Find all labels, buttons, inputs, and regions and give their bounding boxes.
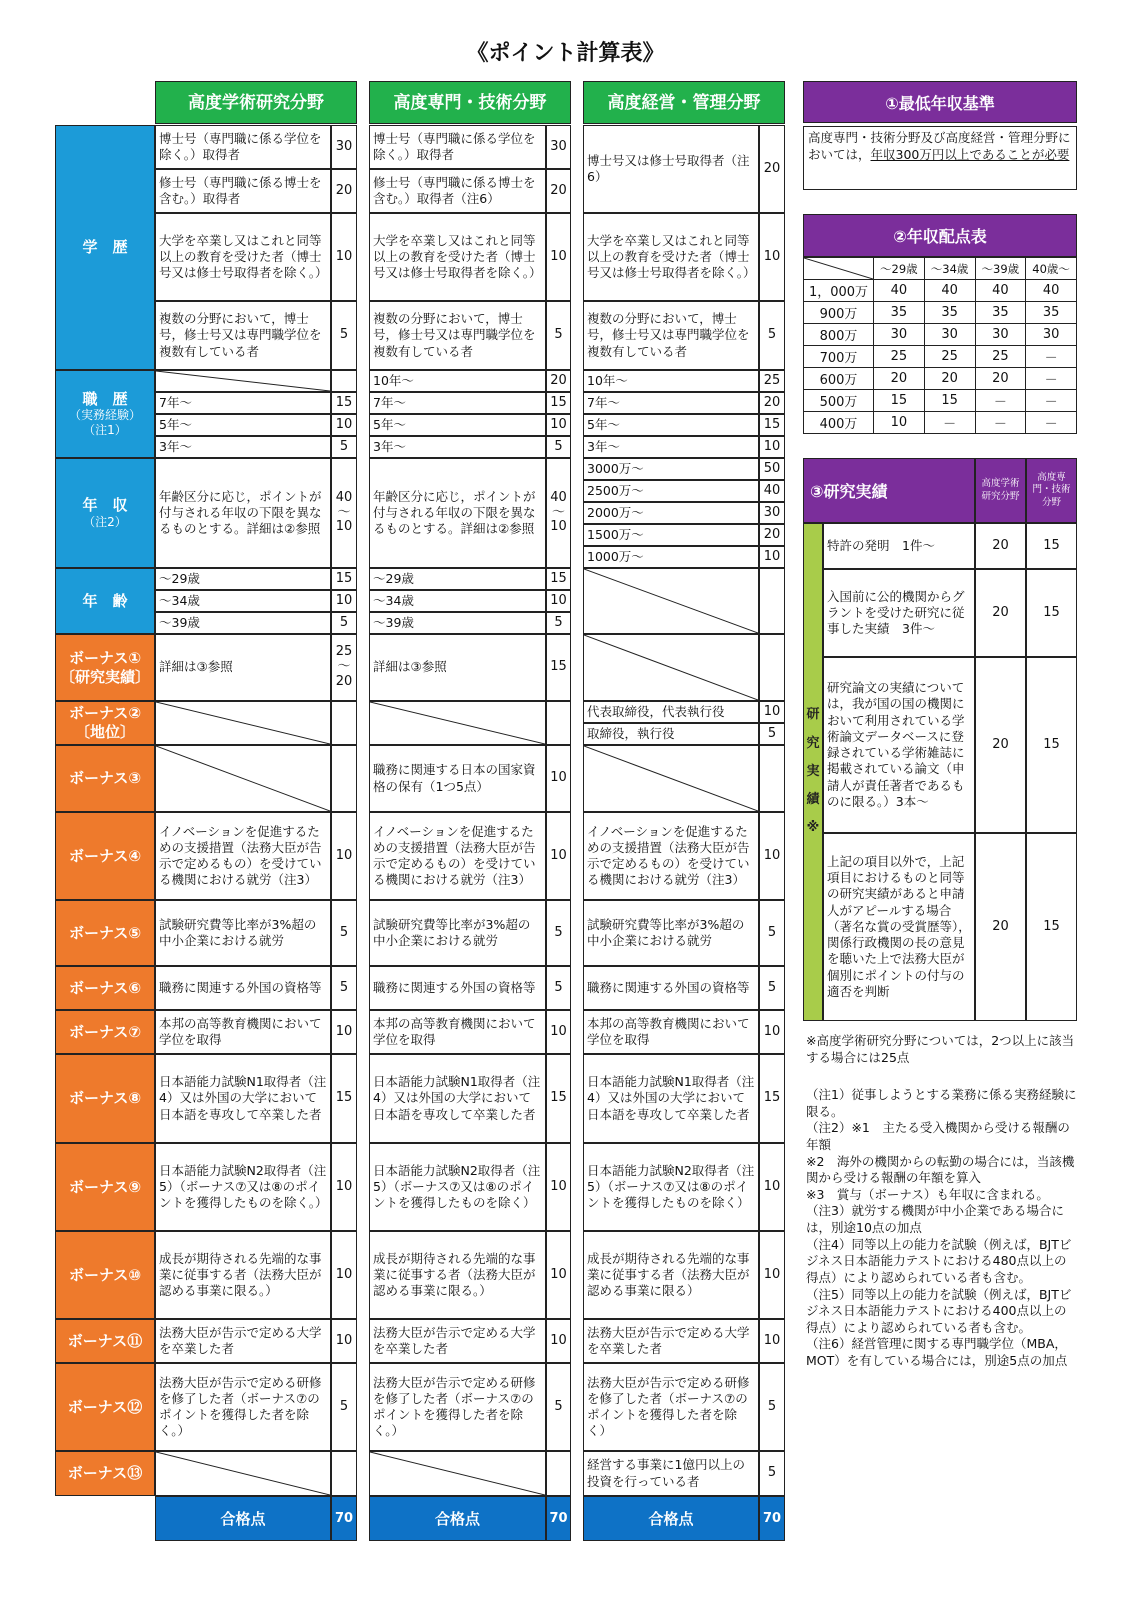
research-item-academic: 20 — [975, 569, 1026, 657]
c-car1-points: 20 — [759, 392, 785, 414]
salary-points: 35 — [975, 302, 1026, 324]
pass-label-1: 合格点 — [155, 1496, 331, 1541]
category-age — [55, 568, 155, 634]
field-header-3: 高度経営・管理分野 — [583, 81, 785, 124]
c-edu4-points: 5 — [759, 301, 785, 370]
research-item-text: 上記の項目以外で，上記項目におけるものと同等の研究実績があると申請人がアピールする場合（著名な賞の受賞歴等），関係行政機関の長の意見を聴いた上で法務大臣が個別にポイントの付与の適否を判断 — [823, 833, 975, 1021]
category-education — [55, 125, 155, 370]
c-sal5-points: 10 — [759, 546, 785, 568]
b-b4-points: 10 — [546, 812, 571, 900]
c-sal3-points: 30 — [759, 502, 785, 524]
diagonal-line — [156, 1452, 330, 1495]
c-car3-points: 10 — [759, 436, 785, 458]
category-career-label-1: 職 歴 — [82, 389, 128, 408]
c-b13-text: 経営する事業に1億円以上の投資を行っている者 — [583, 1451, 759, 1496]
b-edu1-text: 博士号（専門職に係る学位を除く。）取得者 — [369, 125, 546, 169]
category-bonus-4 — [55, 812, 155, 900]
c-sal1-text: 3000万～ — [583, 458, 759, 480]
a-age3-text: ～39歳 — [155, 612, 331, 634]
salary-points: － — [975, 390, 1026, 412]
a-b5-points: 5 — [331, 900, 357, 966]
salary-points: 25 — [874, 346, 925, 368]
salary-points: － — [1026, 346, 1077, 368]
b-edu3-points: 10 — [546, 213, 571, 301]
research-header: ③研究実績 — [803, 458, 975, 523]
diagonal-line — [370, 1452, 545, 1495]
a-b12-text: 法務大臣が告示で定める研修を修了した者（ボーナス⑦のポイントを獲得した者を除く。） — [155, 1363, 331, 1451]
a-b1-text: 詳細は③参照 — [155, 634, 331, 701]
research-item-academic: 20 — [975, 523, 1026, 569]
b-sal-points-part-2: ～ — [551, 504, 565, 520]
b-edu4-text: 複数の分野において，博士号，修士号又は専門職学位を複数有している者 — [369, 301, 546, 370]
category-career-label-3: （注1） — [83, 423, 127, 438]
category-salary-label-2: （注2） — [83, 514, 127, 529]
salary-points: 20 — [874, 368, 925, 390]
b-b13-points — [546, 1451, 571, 1496]
salary-amount: 900万 — [804, 302, 874, 324]
a-age2-points: 10 — [331, 590, 357, 612]
c-car3-text: 3年～ — [583, 436, 759, 458]
salary-points: 30 — [1026, 324, 1077, 346]
pass-label-3: 合格点 — [583, 1496, 759, 1541]
diagonal-line — [584, 569, 758, 633]
research-item-professional: 15 — [1026, 657, 1077, 833]
b-b3-text: 職務に関連する日本の国家資格の保有（1つ5点） — [369, 745, 546, 812]
a-b9-points: 10 — [331, 1143, 357, 1231]
c-b12-text: 法務大臣が告示で定める研修を修了した者（ボーナス⑦のポイントを獲得した者を除く） — [583, 1363, 759, 1451]
salary-row — [804, 280, 1077, 302]
field-header-2: 高度専門・技術分野 — [369, 81, 571, 124]
salary-points: － — [975, 412, 1026, 434]
b-car3-text: 3年～ — [369, 436, 546, 458]
research-item-text: 研究論文の実績については，我が国の国の機関において利用されている学術論文データベースに登録されている学術雑誌に掲載されている論文（申請人が責任著者であるものに限る。）3本～ — [823, 657, 975, 833]
salary-points: 10 — [874, 412, 925, 434]
b-b5-points: 5 — [546, 900, 571, 966]
c-car1-text: 7年～ — [583, 392, 759, 414]
salary-points: 40 — [1026, 280, 1077, 302]
salary-points: 30 — [975, 324, 1026, 346]
b-edu3-text: 大学を卒業し又はこれと同等以上の教育を受けた者（博士号又は修士号取得者を除く。） — [369, 213, 546, 301]
b-edu2-points: 20 — [546, 169, 571, 213]
category-bonus-5-label-1: ボーナス⑤ — [68, 923, 142, 942]
category-education-label-1: 学 歴 — [82, 238, 128, 257]
category-bonus-8 — [55, 1054, 155, 1143]
a-b10-text: 成長が期待される先端的な事業に従事する者（法務大臣が認める事業に限る。） — [155, 1231, 331, 1319]
a-edu3-points: 10 — [331, 213, 357, 301]
c-car2-points: 15 — [759, 414, 785, 436]
c-age-empty — [583, 568, 759, 634]
salary-age-header: 40歳～ — [1026, 258, 1077, 280]
a-career-top — [155, 370, 331, 392]
c-car0-text: 10年～ — [583, 370, 759, 392]
b-car2-text: 5年～ — [369, 414, 546, 436]
salary-row — [804, 390, 1077, 412]
b-b7-points: 10 — [546, 1010, 571, 1054]
salary-points: 35 — [874, 302, 925, 324]
category-bonus-11 — [55, 1319, 155, 1363]
salary-row — [804, 346, 1077, 368]
c-sal2-text: 2500万～ — [583, 480, 759, 502]
a-car2-points: 10 — [331, 414, 357, 436]
c-age-points — [759, 568, 785, 634]
c-b4-text: イノベーションを促進するための支援措置（法務大臣が告示で定めるもの）を受けている機関における就労（注3） — [583, 812, 759, 900]
a-edu3-text: 大学を卒業し又はこれと同等以上の教育を受けた者（博士号又は修士号取得者を除く。） — [155, 213, 331, 301]
a-b2-empty — [155, 701, 331, 745]
salary-points: － — [1026, 368, 1077, 390]
b-b4-text: イノベーションを促進するための支援措置（法務大臣が告示で定めるもの）を受けている機関における就労（注3） — [369, 812, 546, 900]
category-bonus-3 — [55, 745, 155, 812]
a-b13-points — [331, 1451, 357, 1496]
salary-age-header: ～34歳 — [924, 258, 975, 280]
salary-table-corner — [804, 258, 874, 280]
salary-table-header: ②年収配点表 — [803, 214, 1077, 257]
b-b11-points: 10 — [546, 1319, 571, 1363]
diagonal-line — [156, 371, 330, 391]
a-b10-points: 10 — [331, 1231, 357, 1319]
a-b9-text: 日本語能力試験N2取得者（注5）（ボーナス⑦又は⑧のポイントを獲得したものを除く。） — [155, 1143, 331, 1231]
min-income-box — [803, 126, 1077, 190]
b-b2-points — [546, 701, 571, 745]
a-car3-points: 5 — [331, 436, 357, 458]
category-bonus-13-label-1: ボーナス⑬ — [67, 1464, 143, 1483]
c-b2a-points: 10 — [759, 701, 785, 723]
b-edu4-points: 5 — [546, 301, 571, 370]
b-car0-text: 10年～ — [369, 370, 546, 392]
b-b12-points: 5 — [546, 1363, 571, 1451]
category-bonus-6-label-1: ボーナス⑥ — [68, 978, 142, 997]
category-bonus-2 — [55, 701, 155, 745]
research-item-professional: 15 — [1026, 569, 1077, 657]
research-side-char: 究 — [806, 735, 820, 751]
salary-age-header: ～29歳 — [874, 258, 925, 280]
salary-row — [804, 368, 1077, 390]
category-salary — [55, 458, 155, 568]
salary-row — [804, 324, 1077, 346]
c-b2b-points: 5 — [759, 723, 785, 745]
diagonal-line — [584, 746, 758, 811]
research-item-text: 特許の発明 1件～ — [823, 523, 975, 569]
research-item-professional: 15 — [1026, 833, 1077, 1021]
category-bonus-1-label-2: 〔研究実績〕 — [59, 667, 150, 686]
b-b6-text: 職務に関連する外国の資格等 — [369, 966, 546, 1010]
salary-row — [804, 412, 1077, 434]
salary-age-header: ～39歳 — [975, 258, 1026, 280]
research-item-academic: 20 — [975, 657, 1026, 833]
research-col1-header: 高度学術研究分野 — [975, 458, 1026, 523]
b-b8-text: 日本語能力試験N1取得者（注4）又は外国の大学において日本語を専攻して卒業した者 — [369, 1054, 546, 1143]
a-edu1-text: 博士号（専門職に係る学位を除く。）取得者 — [155, 125, 331, 169]
salary-points: 35 — [924, 302, 975, 324]
c-b1-empty — [583, 634, 759, 701]
b-age3-text: ～39歳 — [369, 612, 546, 634]
salary-amount: 400万 — [804, 412, 874, 434]
b-age1-points: 15 — [546, 568, 571, 590]
a-b1-points-part-1: 25 — [335, 644, 353, 660]
a-car2-text: 5年～ — [155, 414, 331, 436]
category-bonus-9-label-1: ボーナス⑨ — [68, 1177, 142, 1196]
c-sal5-text: 1000万～ — [583, 546, 759, 568]
a-age1-text: ～29歳 — [155, 568, 331, 590]
c-b2a-text: 代表取締役，代表執行役 — [583, 701, 759, 723]
a-age1-points: 15 — [331, 568, 357, 590]
salary-points: － — [1026, 390, 1077, 412]
a-age3-points: 5 — [331, 612, 357, 634]
a-sal-text: 年齢区分に応じ，ポイントが付与される年収の下限を異なるものとする。詳細は②参照 — [155, 458, 331, 568]
diagonal-line — [584, 635, 758, 700]
c-sal3-text: 2000万～ — [583, 502, 759, 524]
c-sal2-points: 40 — [759, 480, 785, 502]
category-bonus-10 — [55, 1231, 155, 1319]
category-bonus-4-label-1: ボーナス④ — [68, 846, 142, 865]
a-edu4-text: 複数の分野において，博士号，修士号又は専門職学位を複数有している者 — [155, 301, 331, 370]
research-item-text: 入国前に公的機関からグラントを受けた研究に従事した実績 3件～ — [823, 569, 975, 657]
c-b2b-text: 取締役，執行役 — [583, 723, 759, 745]
c-b4-points: 10 — [759, 812, 785, 900]
c-b3-empty — [583, 745, 759, 812]
a-b7-text: 本邦の高等教育機関において学位を取得 — [155, 1010, 331, 1054]
c-b12-points: 5 — [759, 1363, 785, 1451]
salary-points: 20 — [924, 368, 975, 390]
category-bonus-3-label-1: ボーナス③ — [68, 769, 142, 788]
b-edu1-points: 30 — [546, 125, 571, 169]
category-bonus-11-label-1: ボーナス⑪ — [67, 1331, 143, 1350]
salary-points: 15 — [924, 390, 975, 412]
a-b2-points — [331, 701, 357, 745]
c-sal4-text: 1500万～ — [583, 524, 759, 546]
b-b10-text: 成長が期待される先端的な事業に従事する者（法務大臣が認める事業に限る。） — [369, 1231, 546, 1319]
salary-points: － — [1026, 412, 1077, 434]
b-b9-text: 日本語能力試験N2取得者（注5）（ボーナス⑦又は⑧のポイントを獲得したものを除く） — [369, 1143, 546, 1231]
salary-table — [803, 257, 1077, 434]
salary-points: 30 — [874, 324, 925, 346]
c-b8-points: 15 — [759, 1054, 785, 1143]
pass-points-3: 70 — [759, 1496, 785, 1541]
research-item-academic: 20 — [975, 833, 1026, 1021]
salary-amount: 700万 — [804, 346, 874, 368]
b-b2-empty — [369, 701, 546, 745]
a-age2-text: ～34歳 — [155, 590, 331, 612]
salary-points: 40 — [975, 280, 1026, 302]
c-b8-text: 日本語能力試験N1取得者（注4）又は外国の大学において日本語を専攻して卒業した者 — [583, 1054, 759, 1143]
b-sal-points-part-1: 40 — [550, 489, 567, 505]
page-title: 《ポイント計算表》 — [466, 41, 665, 66]
b-car2-points: 10 — [546, 414, 571, 436]
category-bonus-7 — [55, 1010, 155, 1054]
diagonal-line — [156, 746, 330, 811]
c-b11-points: 10 — [759, 1319, 785, 1363]
a-b11-points: 10 — [331, 1319, 357, 1363]
category-salary-label-1: 年 収 — [82, 496, 128, 515]
a-b5-text: 試験研究費等比率が3%超の中小企業における就労 — [155, 900, 331, 966]
c-b5-text: 試験研究費等比率が3%超の中小企業における就労 — [583, 900, 759, 966]
a-b4-text: イノベーションを促進するための支援措置（法務大臣が告示で定めるもの）を受けている機関における就労（注3） — [155, 812, 331, 900]
min-income-header: ①最低年収基準 — [803, 81, 1077, 123]
salary-points: 30 — [924, 324, 975, 346]
research-note: ※高度学術研究分野については，2つ以上に該当する場合には25点 — [806, 1033, 1075, 1065]
c-edu3-points: 10 — [759, 213, 785, 301]
a-b3-points — [331, 745, 357, 812]
a-b8-points: 15 — [331, 1054, 357, 1143]
b-sal-points — [546, 458, 571, 568]
category-age-label-1: 年 齢 — [82, 591, 128, 610]
b-b3-points: 10 — [546, 745, 571, 812]
category-bonus-2-label-1: ボーナス② — [68, 704, 142, 723]
salary-amount: 800万 — [804, 324, 874, 346]
salary-points: 15 — [874, 390, 925, 412]
b-age2-text: ～34歳 — [369, 590, 546, 612]
c-edu1-points: 20 — [759, 125, 785, 213]
a-edu2-text: 修士号（専門職に係る博士を含む。）取得者 — [155, 169, 331, 213]
salary-amount: 1，000万 — [804, 280, 874, 302]
b-b13-empty — [369, 1451, 546, 1496]
b-car1-text: 7年～ — [369, 392, 546, 414]
c-car0-points: 25 — [759, 370, 785, 392]
a-edu1-points: 30 — [331, 125, 357, 169]
a-b11-text: 法務大臣が告示で定める大学を卒業した者 — [155, 1319, 331, 1363]
c-edu1-text: 博士号又は修士号取得者（注6） — [583, 125, 759, 213]
a-b6-points: 5 — [331, 966, 357, 1010]
research-col2-header: 高度専門・技術分野 — [1026, 458, 1077, 523]
a-car3-text: 3年～ — [155, 436, 331, 458]
c-edu3-text: 大学を卒業し又はこれと同等以上の教育を受けた者（博士号又は修士号取得者を除く。） — [583, 213, 759, 301]
salary-amount: 600万 — [804, 368, 874, 390]
c-b11-text: 法務大臣が告示で定める大学を卒業した者 — [583, 1319, 759, 1363]
salary-row — [804, 302, 1077, 324]
a-edu4-points: 5 — [331, 301, 357, 370]
b-age3-points: 5 — [546, 612, 571, 634]
c-b5-points: 5 — [759, 900, 785, 966]
b-b7-text: 本邦の高等教育機関において学位を取得 — [369, 1010, 546, 1054]
category-bonus-1-label-1: ボーナス① — [68, 648, 142, 667]
research-side-char: ※ — [806, 820, 820, 836]
c-edu4-text: 複数の分野において，博士号，修士号又は専門職学位を複数有している者 — [583, 301, 759, 370]
a-b12-points: 5 — [331, 1363, 357, 1451]
c-sal4-points: 20 — [759, 524, 785, 546]
b-b9-points: 10 — [546, 1143, 571, 1231]
salary-points: 40 — [874, 280, 925, 302]
salary-points: 20 — [975, 368, 1026, 390]
c-b9-points: 10 — [759, 1143, 785, 1231]
category-bonus-8-label-1: ボーナス⑧ — [68, 1089, 142, 1108]
a-car1-text: 7年～ — [155, 392, 331, 414]
pass-points-2: 70 — [546, 1496, 571, 1541]
salary-points: － — [924, 412, 975, 434]
c-b10-points: 10 — [759, 1231, 785, 1319]
b-b8-points: 15 — [546, 1054, 571, 1143]
category-bonus-1 — [55, 634, 155, 701]
salary-amount: 500万 — [804, 390, 874, 412]
b-car1-points: 15 — [546, 392, 571, 414]
b-sal-text: 年齢区分に応じ，ポイントが付与される年収の下限を異なるものとする。詳細は②参照 — [369, 458, 546, 568]
b-b12-text: 法務大臣が告示で定める研修を修了した者（ボーナス⑦のポイントを獲得した者を除く。） — [369, 1363, 546, 1451]
c-b7-text: 本邦の高等教育機関において学位を取得 — [583, 1010, 759, 1054]
a-b3-empty — [155, 745, 331, 812]
salary-points: 35 — [1026, 302, 1077, 324]
c-b9-text: 日本語能力試験N2取得者（注5）（ボーナス⑦又は⑧のポイントを獲得したものを除く） — [583, 1143, 759, 1231]
salary-table-header-row — [804, 258, 1077, 280]
field-header-1: 高度学術研究分野 — [155, 81, 357, 124]
category-bonus-9 — [55, 1143, 155, 1231]
salary-points: 25 — [975, 346, 1026, 368]
category-bonus-10-label-1: ボーナス⑩ — [68, 1265, 142, 1284]
c-b1-points — [759, 634, 785, 701]
category-bonus-7-label-1: ボーナス⑦ — [68, 1022, 142, 1041]
category-career — [55, 370, 155, 458]
b-car3-points: 5 — [546, 436, 571, 458]
c-car2-text: 5年～ — [583, 414, 759, 436]
a-sal-points-part-1: 40 — [335, 489, 353, 505]
b-b1-points: 15 — [546, 634, 571, 701]
research-side-char: 実 — [806, 763, 820, 779]
a-b7-points: 10 — [331, 1010, 357, 1054]
diagonal-line — [370, 702, 545, 744]
research-item-professional: 15 — [1026, 523, 1077, 569]
diagonal-line — [156, 702, 330, 744]
footnotes: （注1）従事しようとする業務に係る実務経験に限る。 （注2）※1 主たる受入機関から受ける報酬の年額 ※2 海外の機関からの転勤の場合には，当該機関から受ける報酬の年額を算入 ※3 賞与（ボーナス）も年収に含まれる。 （注3）就労する機関が中小企業である場合には，別途10点の加点 （注4）同等以上の能力を試験（例えば，BJTビジネス日本語能力テストにおける480点以上の得点）により認められている者も含む。 （注5）同等以上の能力を試験（例えば，BJTビジネス日本語能力テストにおける400点以上の得点）により認められている者も含む。 （注6）経営管理に関する専門職学位（MBA，MOT）を有している場合には，別途5点の加点 — [806, 1087, 1077, 1368]
c-b6-points: 5 — [759, 966, 785, 1010]
b-car0-points: 20 — [546, 370, 571, 392]
min-income-underlined: 年収300万円以上であることが必要 — [870, 146, 1070, 162]
a-b8-text: 日本語能力試験N1取得者（注4）又は外国の大学において日本語を専攻して卒業した者 — [155, 1054, 331, 1143]
salary-points: 40 — [924, 280, 975, 302]
category-bonus-12-label-1: ボーナス⑫ — [67, 1397, 143, 1416]
b-b11-text: 法務大臣が告示で定める大学を卒業した者 — [369, 1319, 546, 1363]
research-side-label — [803, 523, 823, 1021]
category-bonus-12 — [55, 1363, 155, 1451]
category-bonus-5 — [55, 900, 155, 966]
b-edu2-text: 修士号（専門職に係る博士を含む。）取得者（注6） — [369, 169, 546, 213]
b-age2-points: 10 — [546, 590, 571, 612]
c-b13-points: 5 — [759, 1451, 785, 1496]
category-bonus-13 — [55, 1451, 155, 1496]
research-side-char: 績 — [806, 792, 820, 808]
a-b1-points — [331, 634, 357, 701]
b-b5-text: 試験研究費等比率が3%超の中小企業における就労 — [369, 900, 546, 966]
category-bonus-6 — [55, 966, 155, 1010]
b-age1-text: ～29歳 — [369, 568, 546, 590]
b-sal-points-part-3: 10 — [550, 519, 567, 535]
c-b10-text: 成長が期待される先端的な事業に従事する者（法務大臣が認める事業に限る） — [583, 1231, 759, 1319]
a-career-top-points — [331, 370, 357, 392]
a-edu2-points: 20 — [331, 169, 357, 213]
a-b1-points-part-2: ～ — [337, 659, 351, 675]
c-sal1-points: 50 — [759, 458, 785, 480]
pass-label-2: 合格点 — [369, 1496, 546, 1541]
a-sal-points-part-3: 10 — [335, 519, 353, 535]
a-sal-points — [331, 458, 357, 568]
a-car1-points: 15 — [331, 392, 357, 414]
c-b7-points: 10 — [759, 1010, 785, 1054]
a-sal-points-part-2: ～ — [337, 504, 351, 520]
c-b3-points — [759, 745, 785, 812]
pass-points-1: 70 — [331, 1496, 357, 1541]
min-income-text: 高度専門・技術分野及び高度経営・管理分野においては， — [808, 130, 1071, 162]
category-career-label-2: （実務経験） — [68, 408, 141, 423]
a-b1-points-part-3: 20 — [335, 673, 353, 689]
b-b6-points: 5 — [546, 966, 571, 1010]
b-b10-points: 10 — [546, 1231, 571, 1319]
salary-points: 25 — [924, 346, 975, 368]
category-bonus-2-label-2: 〔地位〕 — [74, 723, 135, 741]
b-b1-text: 詳細は③参照 — [369, 634, 546, 701]
a-b4-points: 10 — [331, 812, 357, 900]
c-b6-text: 職務に関連する外国の資格等 — [583, 966, 759, 1010]
a-b13-empty — [155, 1451, 331, 1496]
research-side-char: 研 — [806, 707, 820, 723]
a-b6-text: 職務に関連する外国の資格等 — [155, 966, 331, 1010]
diagonal-line — [804, 258, 873, 279]
